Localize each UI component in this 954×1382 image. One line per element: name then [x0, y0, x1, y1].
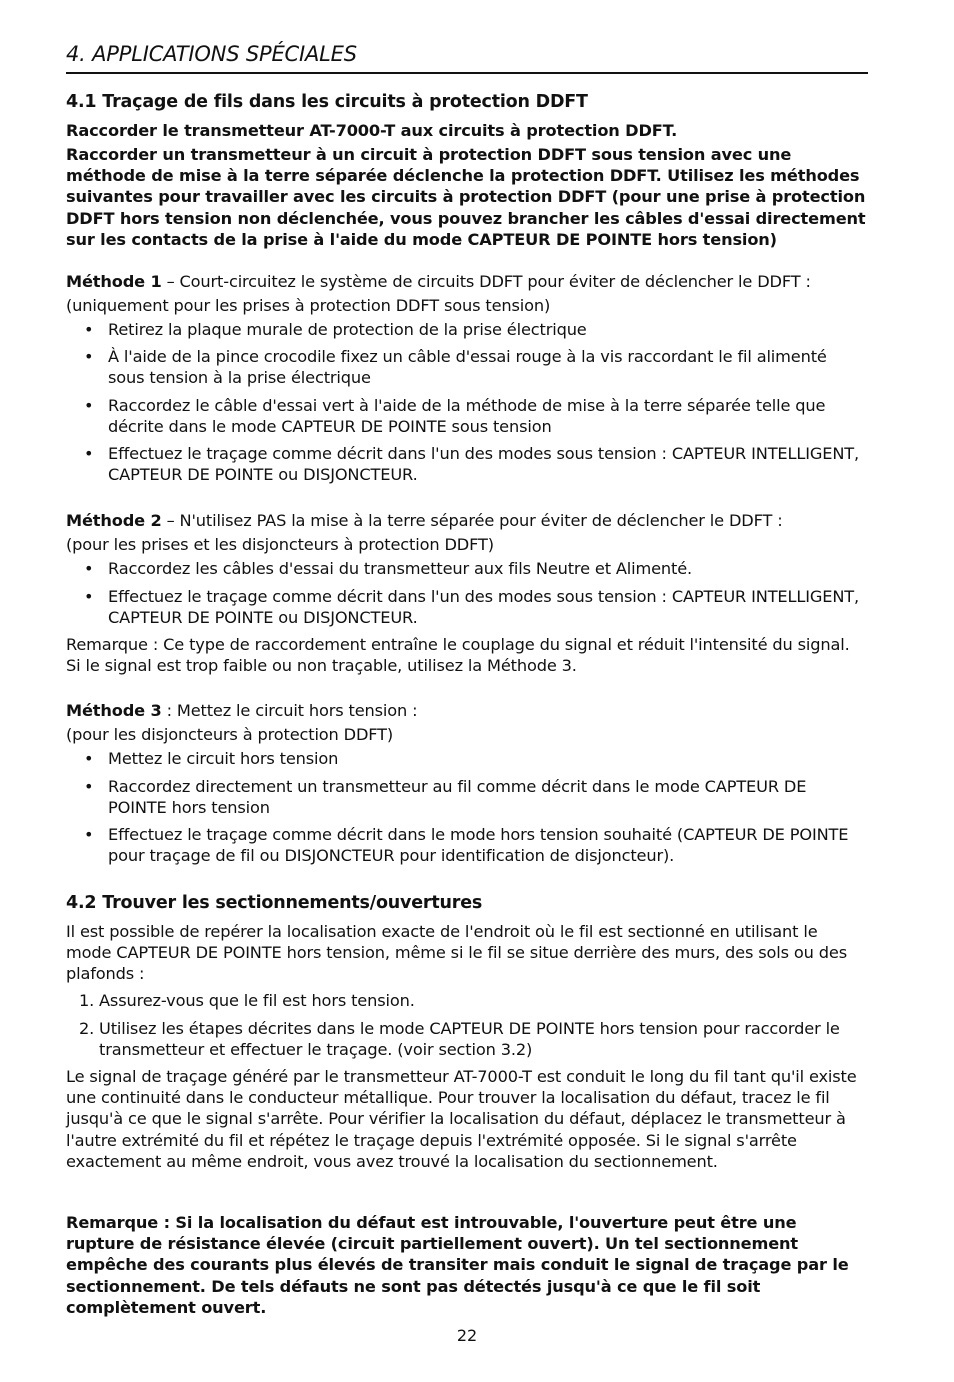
method-1-heading — [66, 271, 866, 292]
method-2-label: Méthode 2 — [66, 511, 162, 530]
list-item-text: Mettez le circuit hors tension — [108, 749, 339, 768]
list-item-text: Effectuez le traçage comme décrit dans l'un des modes sous tension : CAPTEUR INTELLIGENT, CAPTEUR DE POINTE ou DISJONCTEUR. — [108, 587, 860, 628]
bullet: • — [84, 320, 94, 339]
list-item — [66, 346, 866, 388]
bullet: • — [84, 587, 94, 606]
method-2-text: – N'utilisez PAS la mise à la terre séparée pour éviter de déclencher le DDFT : — [161, 511, 783, 530]
list-item-text: Raccordez le câble d'essai vert à l'aide de la méthode de mise à la terre séparée telle que décrite dans le mode CAPTEUR DE POINTE sous tension — [108, 396, 826, 437]
bullet: • — [84, 396, 94, 415]
method-1-label: Méthode 1 — [66, 272, 162, 291]
section-4-2-note: Remarque : Si la localisation du défaut est introuvable, l'ouverture peut être une rupture de résistance élevée (circuit partiellement ouvert). Un tel sectionnement empêche des courants plus élevés de transiter mais conduit le signal de traçage par le sectionnement. De tels défauts ne sont pas détectés jusqu'à ce que le fil soit complètement ouvert. — [66, 1213, 849, 1317]
step-text: Utilisez les étapes décrites dans le mode CAPTEUR DE POINTE hors tension pour raccorder le transmetteur et effectuer le traçage. (voir section 3.2) — [99, 1019, 840, 1060]
list-item-text: À l'aide de la pince crocodile fixez un câble d'essai rouge à la vis raccordant le fil alimenté sous tension à la prise électrique — [108, 347, 827, 388]
bullet: • — [84, 559, 94, 578]
method-1-text: – Court-circuitez le système de circuits DDFT pour éviter de déclencher le DDFT : — [161, 272, 811, 291]
list-item — [66, 776, 866, 818]
section-4-1-lead-1: Raccorder le transmetteur AT-7000-T aux circuits à protection DDFT. — [66, 121, 678, 140]
method-3-text: : Mettez le circuit hors tension : — [161, 701, 418, 720]
section-4-1-lead-2: Raccorder un transmetteur à un circuit à protection DDFT sous tension avec une méthode de mise à la terre séparée déclenche la protection DDFT. Utilisez les méthodes suivantes pour travailler avec les circuits à protection DDFT (pour une prise à protection DDFT hors tension non déclenchée, vous pouvez brancher les câbles d'essai directement sur les contacts de la prise à l'aide du mode CAPTEUR DE POINTE hors tension) — [66, 145, 866, 249]
method-3-sub: (pour les disjoncteurs à protection DDFT) — [66, 725, 394, 744]
step-number: 2. — [79, 1019, 95, 1038]
method-3-heading — [66, 700, 866, 721]
list-item — [66, 586, 866, 628]
step-number: 1. — [79, 991, 95, 1010]
list-item — [66, 824, 866, 866]
section-4-2-intro: Il est possible de repérer la localisation exacte de l'endroit où le fil est sectionné en utilisant le mode CAPTEUR DE POINTE hors tension, même si le fil se situe derrière des murs, des sols ou des plafonds : — [66, 922, 847, 984]
method-3-label: Méthode 3 — [66, 701, 162, 720]
section-4-2-title: 4.2 Trouver les sectionnements/ouvertures — [66, 893, 483, 913]
list-item-text: Effectuez le traçage comme décrit dans l'un des modes sous tension : CAPTEUR INTELLIGENT, CAPTEUR DE POINTE ou DISJONCTEUR. — [108, 444, 860, 485]
step-text: Assurez-vous que le fil est hors tension. — [99, 991, 415, 1010]
list-item — [66, 395, 866, 437]
bullet: • — [84, 444, 94, 463]
list-item — [66, 558, 866, 579]
method-2-note: Remarque : Ce type de raccordement entraîne le couplage du signal et réduit l'intensité du signal. Si le signal est trop faible ou non traçable, utilisez la Méthode 3. — [66, 635, 850, 676]
chapter-title: 4. APPLICATIONS SPÉCIALES — [66, 42, 357, 66]
list-item-text: Effectuez le traçage comme décrit dans le mode hors tension souhaité (CAPTEUR DE POINTE pour traçage de fil ou DISJONCTEUR pour identification de disjoncteur). — [108, 825, 849, 866]
bullet: • — [84, 347, 94, 366]
bullet: • — [84, 749, 94, 768]
step-item — [66, 990, 866, 1011]
list-item — [66, 748, 866, 769]
section-4-1-title: 4.1 Traçage de fils dans les circuits à protection DDFT — [66, 92, 588, 112]
step-item — [66, 1018, 866, 1060]
list-item-text: Raccordez directement un transmetteur au fil comme décrit dans le mode CAPTEUR DE POINTE hors tension — [108, 777, 807, 818]
method-1-sub: (uniquement pour les prises à protection DDFT sous tension) — [66, 296, 551, 315]
method-2-sub: (pour les prises et les disjoncteurs à protection DDFT) — [66, 535, 494, 554]
list-item-text: Raccordez les câbles d'essai du transmetteur aux fils Neutre et Alimenté. — [108, 559, 693, 578]
page-number: 22 — [456, 1326, 478, 1345]
method-2-heading — [66, 510, 866, 531]
list-item — [66, 443, 866, 485]
section-4-2-body: Le signal de traçage généré par le transmetteur AT-7000-T est conduit le long du fil tant qu'il existe une continuité dans le conducteur métallique. Pour trouver la localisation du défaut, tracez le fil jusqu'à ce que le signal s'arrête. Pour vérifier la localisation du défaut, déplacez le transmetteur à l'autre extrémité du fil et répétez le traçage depuis l'extrémité opposée. Si le signal s'arrête exactement au même endroit, vous avez trouvé la localisation du sectionnement. — [66, 1067, 857, 1171]
bullet: • — [84, 777, 94, 796]
header-rule — [66, 72, 868, 74]
list-item-text: Retirez la plaque murale de protection de la prise électrique — [108, 320, 587, 339]
list-item — [66, 319, 866, 340]
bullet: • — [84, 825, 94, 844]
